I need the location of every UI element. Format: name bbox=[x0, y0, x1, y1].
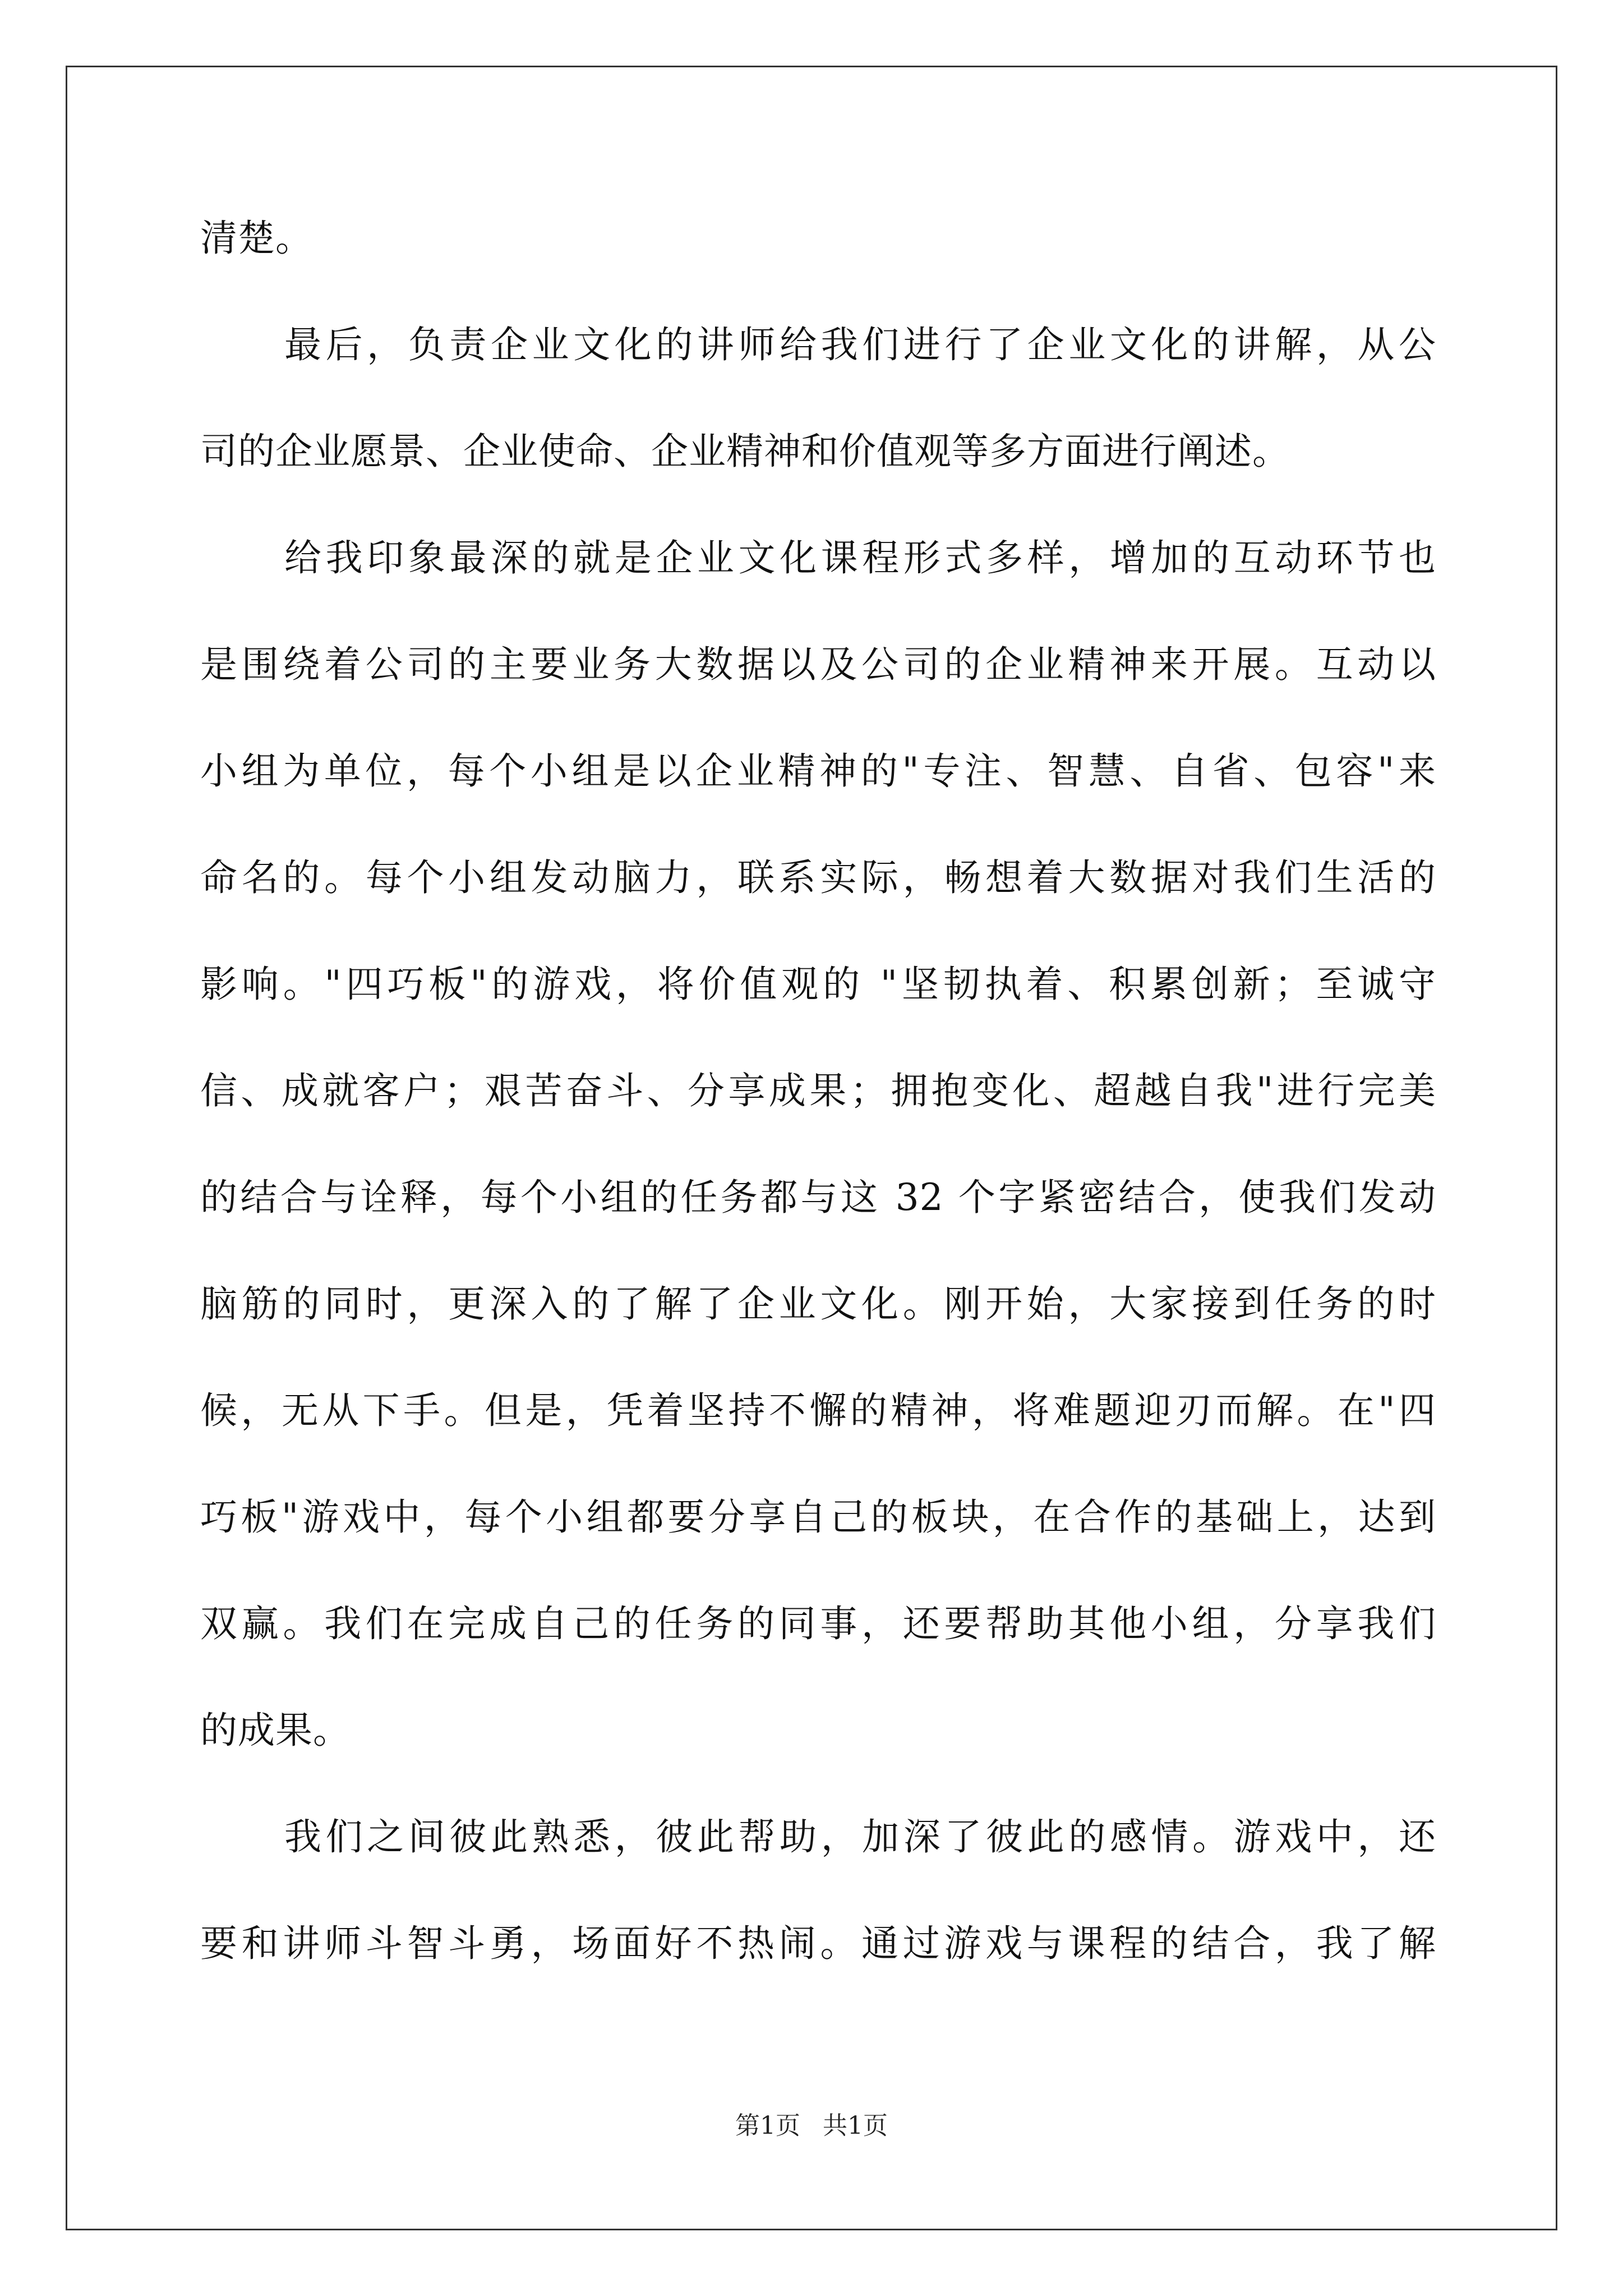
page-footer bbox=[0, 2109, 1623, 2143]
text-line: 命名的。每个小组发动脑力，联系实际，畅想着大数据对我们生活的 bbox=[200, 856, 1436, 899]
text-line: 的结合与诠释，每个小组的任务都与这 32 个字紧密结合，使我们发动 bbox=[200, 1176, 1436, 1219]
document-body bbox=[200, 213, 1436, 2025]
text-line: 双赢。我们在完成自己的任务的同事，还要帮助其他小组，分享我们 bbox=[200, 1602, 1436, 1645]
text-line: 脑筋的同时，更深入的了解了企业文化。刚开始，大家接到任务的时 bbox=[200, 1282, 1436, 1326]
text-line: 候，无从下手。但是，凭着坚持不懈的精神，将难题迎刃而解。在"四 bbox=[200, 1389, 1436, 1432]
text-line: 信、成就客户；艰苦奋斗、分享成果；拥抱变化、超越自我"进行完美 bbox=[200, 1069, 1436, 1112]
text-line: 小组为单位，每个小组是以企业精神的"专注、智慧、自省、包容"来 bbox=[200, 749, 1436, 793]
text-line: 要和讲师斗智斗勇，场面好不热闹。通过游戏与课程的结合，我了解 bbox=[200, 1922, 1436, 1965]
page-total: 共1页 bbox=[823, 2111, 888, 2140]
text-line: 司的企业愿景、企业使命、企业精神和价值观等多方面进行阐述。 bbox=[200, 430, 1290, 473]
text-line: 影响。"四巧板"的游戏，将价值观的 "坚韧执着、积累创新；至诚守 bbox=[200, 963, 1436, 1006]
text-line: 巧板"游戏中，每个小组都要分享自己的板块，在合作的基础上，达到 bbox=[200, 1496, 1436, 1539]
text-line: 给我印象最深的就是企业文化课程形式多样，增加的互动环节也 bbox=[284, 536, 1436, 579]
text-line: 的成果。 bbox=[200, 1709, 351, 1752]
text-line: 最后，负责企业文化的讲师给我们进行了企业文化的讲解，从公 bbox=[284, 323, 1436, 366]
text-line: 是围绕着公司的主要业务大数据以及公司的企业精神来开展。互动以 bbox=[200, 643, 1436, 686]
text-line: 我们之间彼此熟悉，彼此帮助，加深了彼此的感情。游戏中，还 bbox=[284, 1815, 1436, 1858]
text-line: 清楚。 bbox=[200, 217, 313, 260]
page-number: 第1页 bbox=[735, 2111, 800, 2140]
